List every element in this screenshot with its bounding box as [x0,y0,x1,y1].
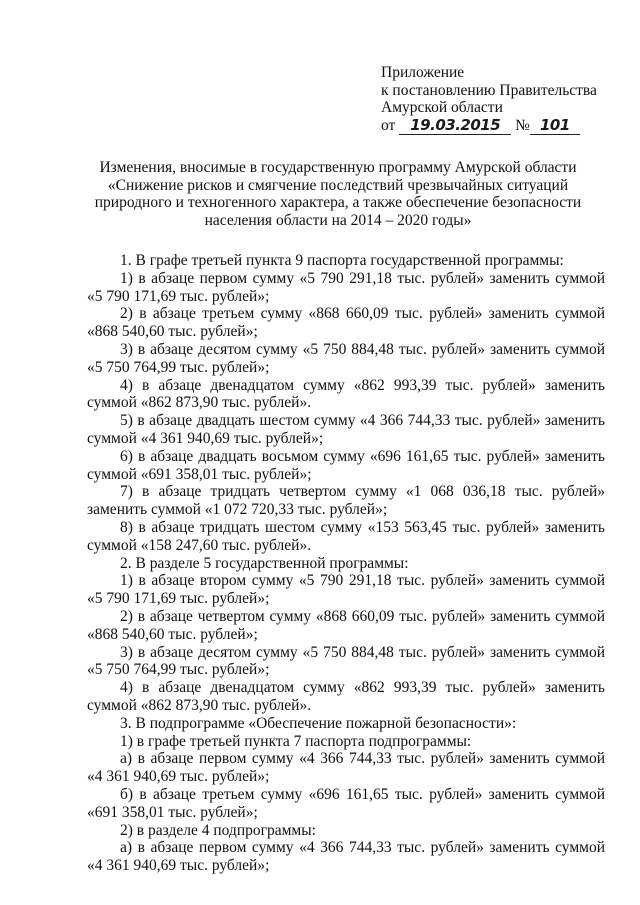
paragraph-item: 7) в абзаце тридцать четвертом сумму «1 068 036,18 тыс. рублей» заменить суммой «1 072 720,33 тыс. рублей»; [87,483,605,519]
date-field [399,117,511,135]
appendix-header [381,64,597,135]
date-prefix: от [381,116,396,134]
paragraph-section-1: 1. В графе третьей пункта 9 паспорта государственной программы: [120,252,564,269]
paragraph-item: 2) в абзаце третьем сумму «868 660,09 тыс. рублей» заменить суммой «868 540,60 тыс. рублей»; [87,305,605,341]
number-field [530,117,580,135]
paragraph-item: 2) в разделе 4 подпрограммы: [120,821,316,839]
number-prefix: № [515,116,530,134]
paragraph-item: 3) в абзаце десятом сумму «5 750 884,48 тыс. рублей» заменить суммой «5 750 764,99 тыс. рублей»; [87,340,605,376]
appendix-label: Приложение [381,64,465,81]
title-line: «Снижение рисков и смягчение последствий чрезвычайных ситуаций [107,176,569,194]
appendix-date-number-row [381,117,597,135]
appendix-region: Амурской области [381,99,503,116]
paragraph-subitem: б) в абзаце третьем сумму «696 161,65 тыс. рублей» заменить суммой «691 358,01 тыс. рублей»; [87,785,605,821]
appendix-resolution: к постановлению Правительства [381,81,597,99]
handwritten-number: 101 [539,115,570,134]
title-line: Изменения, вносимые в государственную программу Амурской области [99,159,577,176]
paragraph-item: 1) в графе третьей пункта 7 паспорта подпрограммы: [120,732,472,750]
paragraph-item: 3) в абзаце десятом сумму «5 750 884,48 тыс. рублей» заменить суммой «5 750 764,99 тыс. рублей»; [87,643,605,679]
title-line: природного и техногенного характера, а также обеспечение безопасности [94,194,582,211]
paragraph-subitem: а) в абзаце первом сумму «4 366 744,33 тыс. рублей» заменить суммой «4 361 940,69 тыс. рублей»; [87,750,605,786]
paragraph-item: 5) в абзаце двадцать шестом сумму «4 366 744,33 тыс. рублей» заменить суммой «4 361 940,69 тыс. рублей»; [87,412,605,447]
paragraph-item: 2) в абзаце четвертом сумму «868 660,09 тыс. рублей» заменить суммой «868 540,60 тыс. рублей»; [87,607,605,643]
paragraph-item: 4) в абзаце двенадцатом сумму «862 993,39 тыс. рублей» заменить суммой «862 873,90 тыс. рублей». [87,376,605,412]
paragraph-item: 4) в абзаце двенадцатом сумму «862 993,39 тыс. рублей» заменить суммой «862 873,90 тыс. рублей». [87,679,605,714]
document-title [70,159,606,229]
paragraph-item: 6) в абзаце двадцать восьмом сумму «696 161,65 тыс. рублей» заменить суммой «691 358,01 тыс. рублей»; [87,447,605,483]
paragraph-subitem: а) в абзаце первом сумму «4 366 744,33 тыс. рублей» заменить суммой «4 361 940,69 тыс. рублей»; [87,839,605,875]
paragraph-item: 1) в абзаце втором сумму «5 790 291,18 тыс. рублей» заменить суммой «5 790 171,69 тыс. рублей»; [87,572,605,608]
document-body [87,252,605,875]
paragraph-section-2: 2. В разделе 5 государственной программы: [120,554,409,572]
title-line: населения области на 2014 – 2020 годы» [204,211,472,229]
paragraph-item: 1) в абзаце первом сумму «5 790 291,18 тыс. рублей» заменить суммой «5 790 171,69 тыс. рублей»; [87,269,605,305]
paragraph-item: 8) в абзаце тридцать шестом сумму «153 563,45 тыс. рублей» заменить суммой «158 247,60 тыс. рублей». [87,518,605,554]
handwritten-date: 19.03.2015 [410,115,501,134]
paragraph-section-3: 3. В подпрограмме «Обеспечение пожарной безопасности»: [120,714,517,732]
